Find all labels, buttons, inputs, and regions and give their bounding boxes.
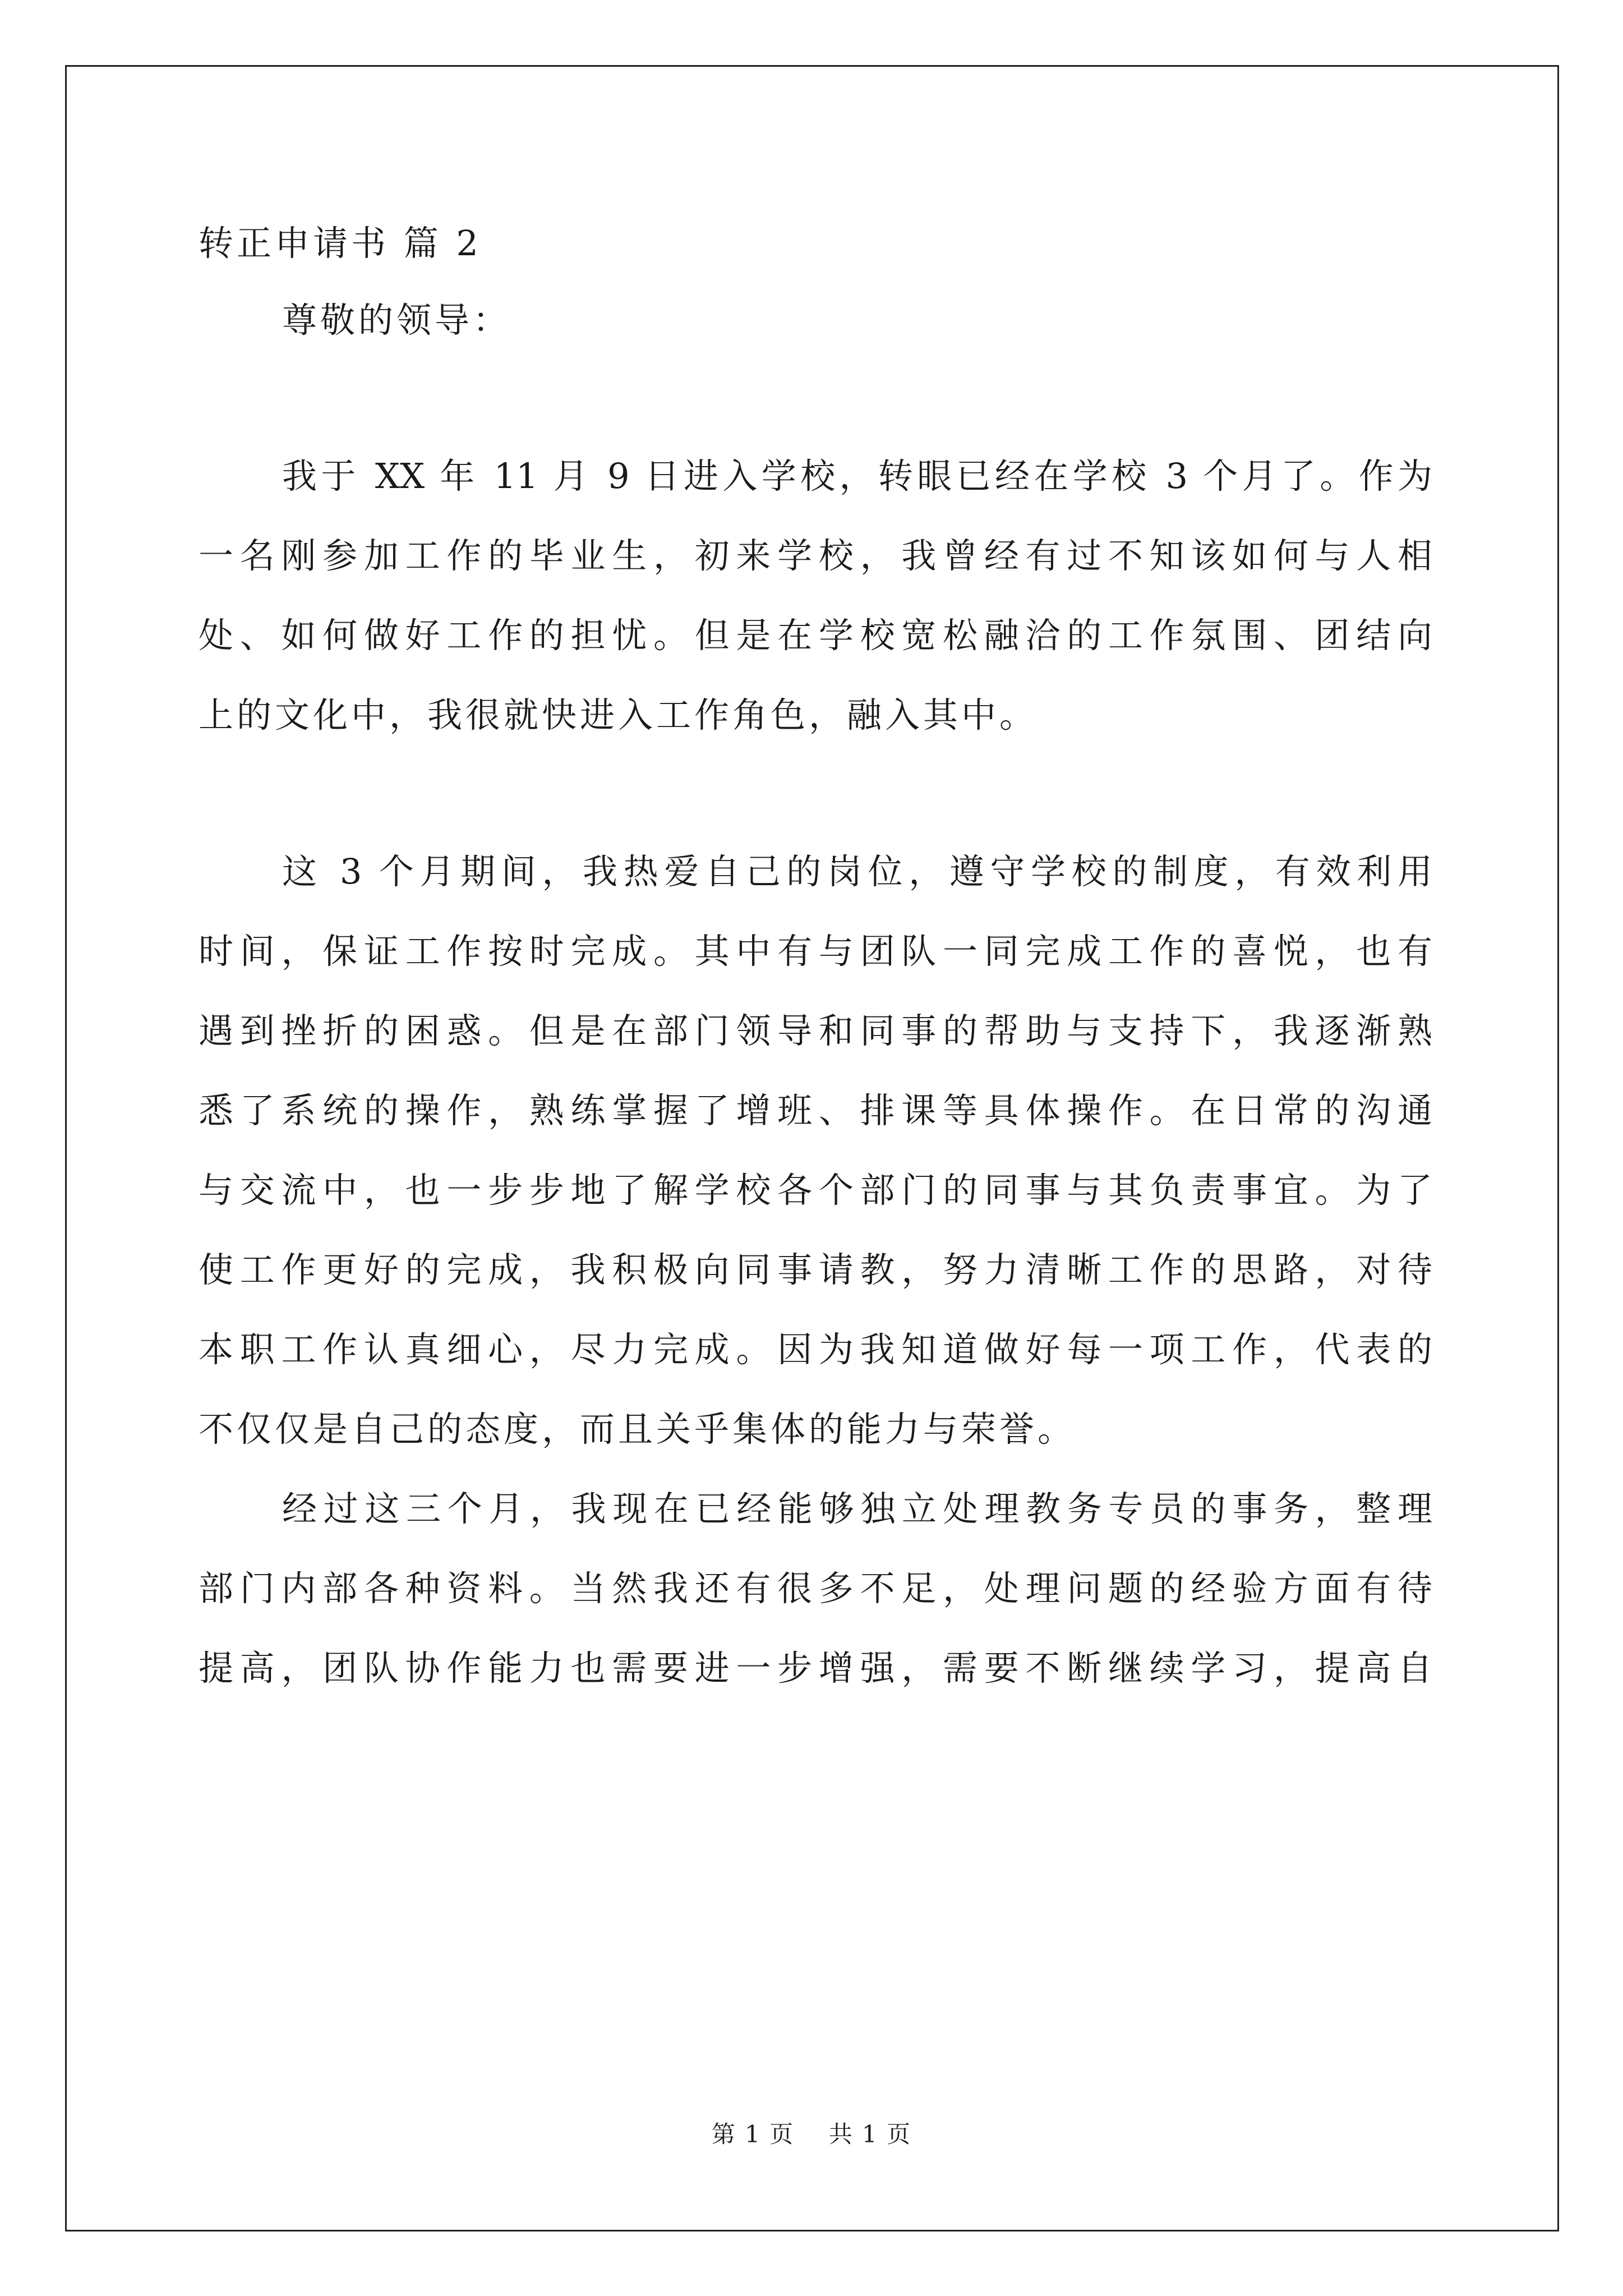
paragraph-line: 处、如何做好工作的担忧。但是在学校宽松融洽的工作氛围、团结向 — [199, 615, 1432, 656]
paragraph-line: 经过这三个月，我现在已经能够独立处理教务专员的事务，整理 — [282, 1488, 1432, 1529]
paragraph-line: 部门内部各种资料。当然我还有很多不足，处理问题的经验方面有待 — [199, 1568, 1432, 1609]
salutation: 尊敬的领导： — [282, 300, 511, 341]
paragraph-line: 使工作更好的完成，我积极向同事请教，努力清晰工作的思路，对待 — [199, 1249, 1432, 1290]
paragraph-line: 我于 XX 年 11 月 9 日进入学校，转眼已经在学校 3 个月了。作为 — [282, 455, 1432, 496]
paragraph-line: 遇到挫折的困惑。但是在部门领导和同事的帮助与支持下，我逐渐熟 — [199, 1010, 1432, 1051]
paragraph-line: 一名刚参加工作的毕业生，初来学校，我曾经有过不知该如何与人相 — [199, 535, 1432, 576]
paragraph-line: 与交流中，也一步步地了解学校各个部门的同事与其负责事宜。为了 — [199, 1170, 1432, 1211]
page-border — [65, 65, 1559, 2231]
paragraph-line: 悉了系统的操作，熟练掌握了增班、排课等具体操作。在日常的沟通 — [199, 1090, 1432, 1131]
paragraph-line: 时间，保证工作按时完成。其中有与团队一同完成工作的喜悦，也有 — [199, 931, 1432, 972]
paragraph-line: 不仅仅是自己的态度，而且关乎集体的能力与荣誉。 — [199, 1409, 1076, 1450]
paragraph-line: 上的文化中，我很就快进入工作角色，融入其中。 — [199, 694, 1038, 735]
paragraph-line: 本职工作认真细心，尽力完成。因为我知道做好每一项工作，代表的 — [199, 1329, 1432, 1370]
paragraph-line: 提高，团队协作能力也需要进一步增强，需要不断继续学习，提高自 — [199, 1648, 1432, 1688]
page-footer: 第 1 页 共 1 页 — [711, 2120, 912, 2148]
paragraph-line: 这 3 个月期间，我热爱自己的岗位，遵守学校的制度，有效利用 — [282, 851, 1432, 892]
document-title: 转正申请书 篇 2 — [199, 223, 482, 264]
